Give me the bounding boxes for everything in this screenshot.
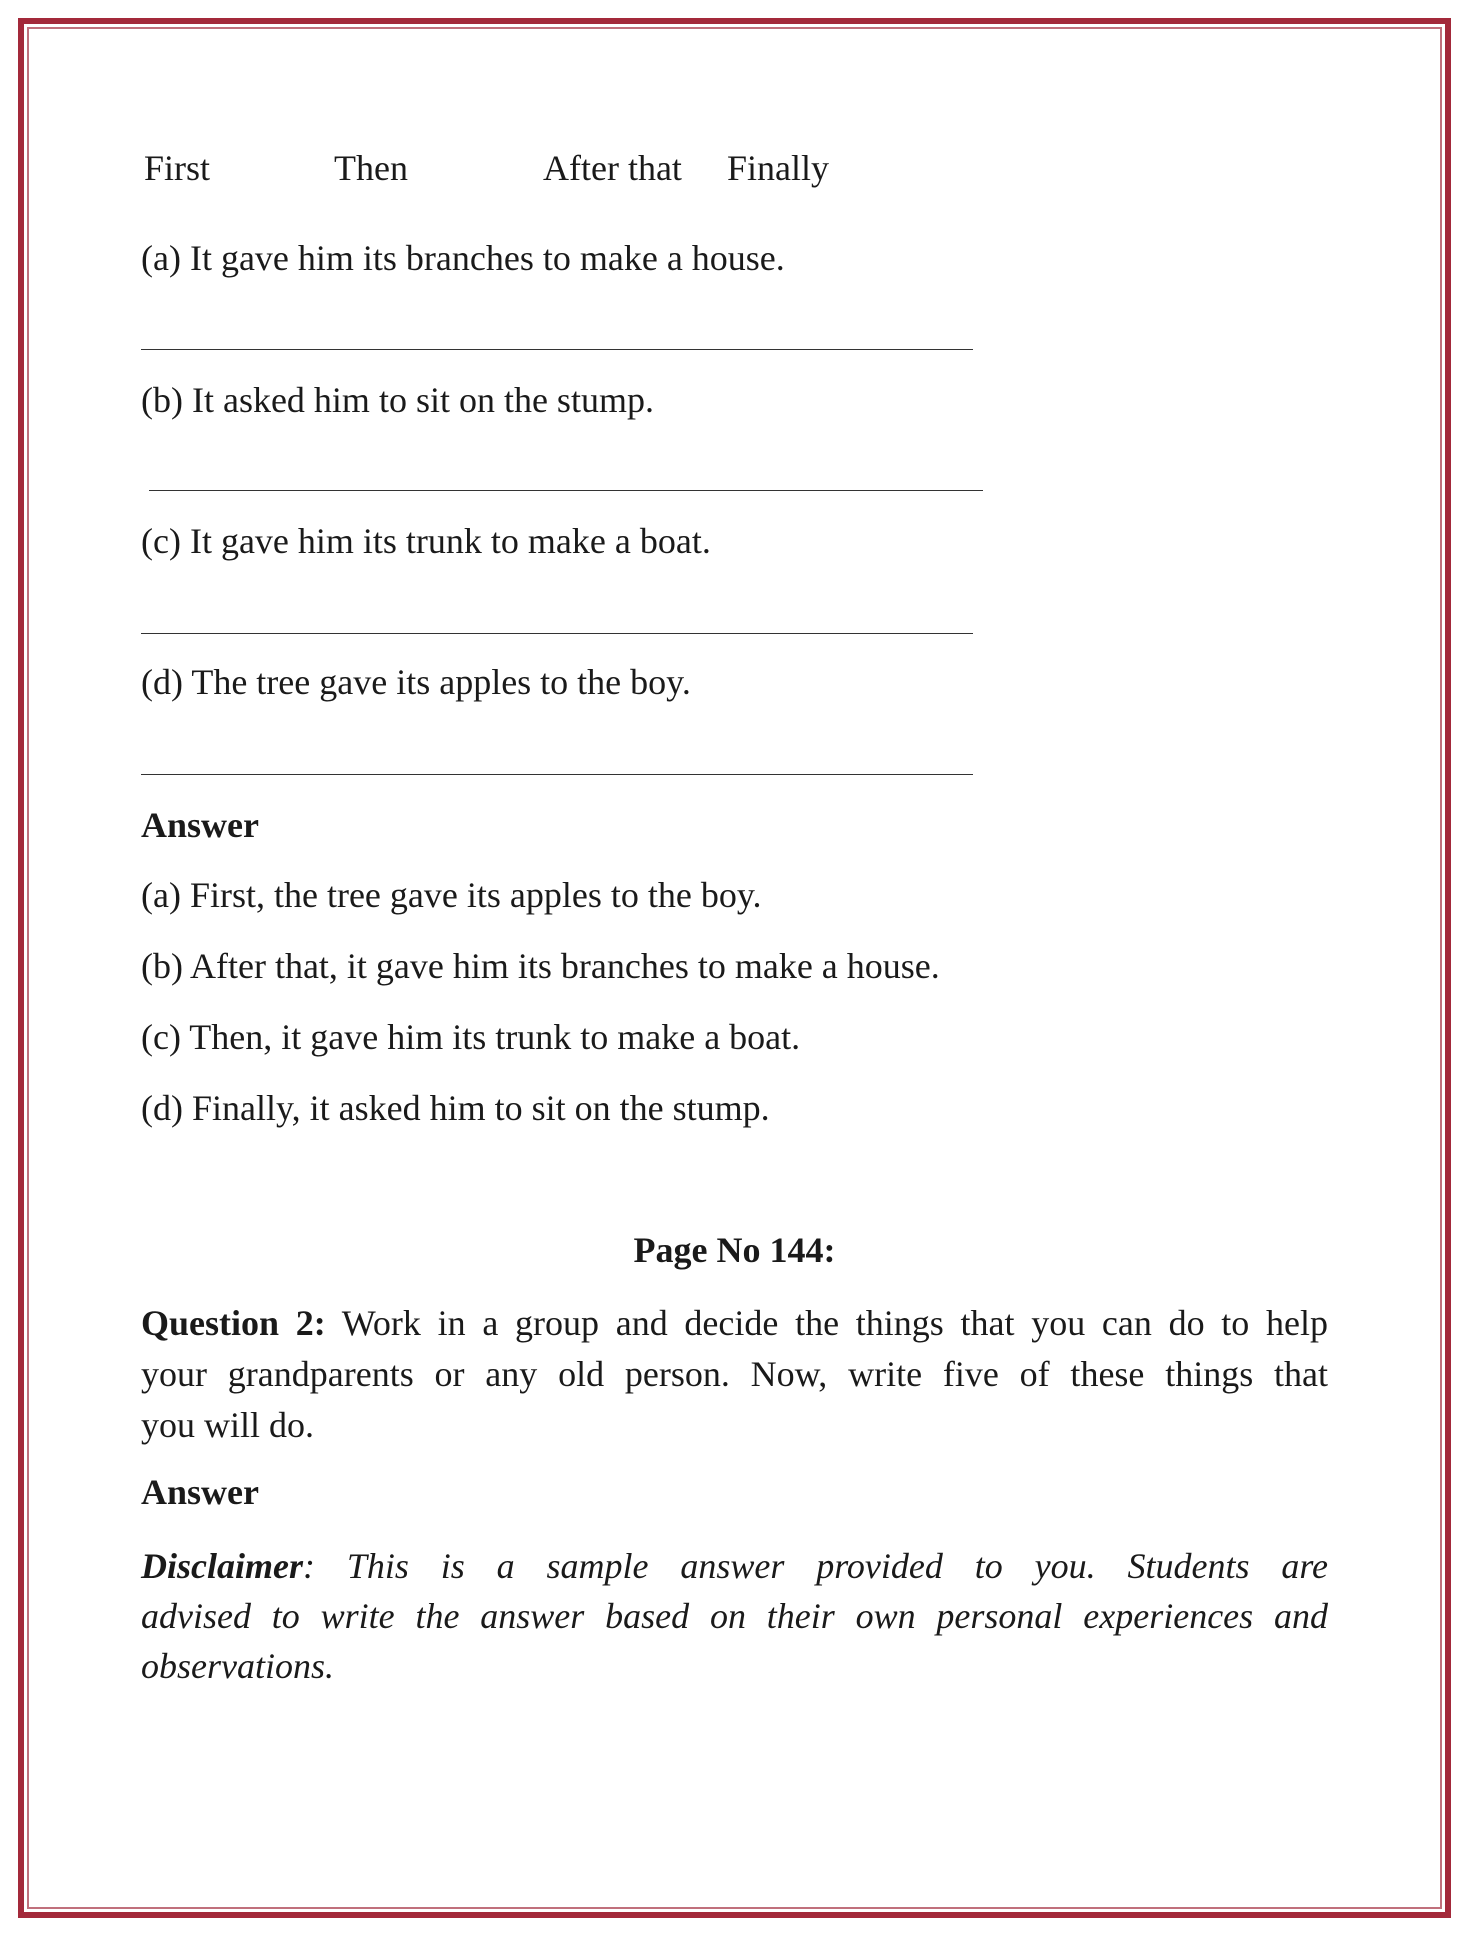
sequence-word-after-that: After that: [543, 148, 682, 188]
question-2: [141, 1298, 1328, 1451]
question-2-label: Question 2:: [141, 1303, 326, 1343]
answer-line: [141, 349, 973, 350]
question-item-a: (a) It gave him its branches to make a house.: [141, 238, 785, 278]
question-2-text: you will do.: [141, 1405, 315, 1445]
question-item-c: (c) It gave him its trunk to make a boat.: [141, 521, 711, 561]
disclaimer-text: advised to write the answer based on their own personal experiences and: [141, 1596, 1328, 1636]
question-2-text: Work in a group and decide the things that you can do to help: [325, 1303, 1329, 1343]
answer-item-a: (a) First, the tree gave its apples to the boy.: [141, 875, 762, 915]
sequence-word-then: Then: [334, 148, 408, 188]
answer-line: [141, 774, 973, 775]
answer-heading: Answer: [141, 805, 259, 845]
answer-heading: Answer: [141, 1472, 259, 1512]
disclaimer-label: Disclaimer: [141, 1546, 303, 1586]
question-item-b: (b) It asked him to sit on the stump.: [141, 380, 654, 420]
sequence-word-first: First: [144, 148, 211, 188]
sequence-word-finally: Finally: [727, 148, 830, 188]
disclaimer: [141, 1541, 1328, 1691]
disclaimer-text: observations.: [141, 1646, 334, 1686]
question-2-text: your grandparents or any old person. Now, write five of these things that: [141, 1354, 1328, 1394]
answer-item-b: (b) After that, it gave him its branches to make a house.: [141, 946, 940, 986]
question-item-d: (d) The tree gave its apples to the boy.: [141, 662, 691, 702]
answer-line: [141, 633, 973, 634]
page-number-heading: Page No 144:: [633, 1230, 836, 1270]
disclaimer-text: : This is a sample answer provided to you. Students are: [302, 1546, 1328, 1586]
answer-item-d: (d) Finally, it asked him to sit on the stump.: [141, 1088, 770, 1128]
answer-line: [149, 490, 983, 491]
answer-item-c: (c) Then, it gave him its trunk to make a boat.: [141, 1017, 801, 1057]
